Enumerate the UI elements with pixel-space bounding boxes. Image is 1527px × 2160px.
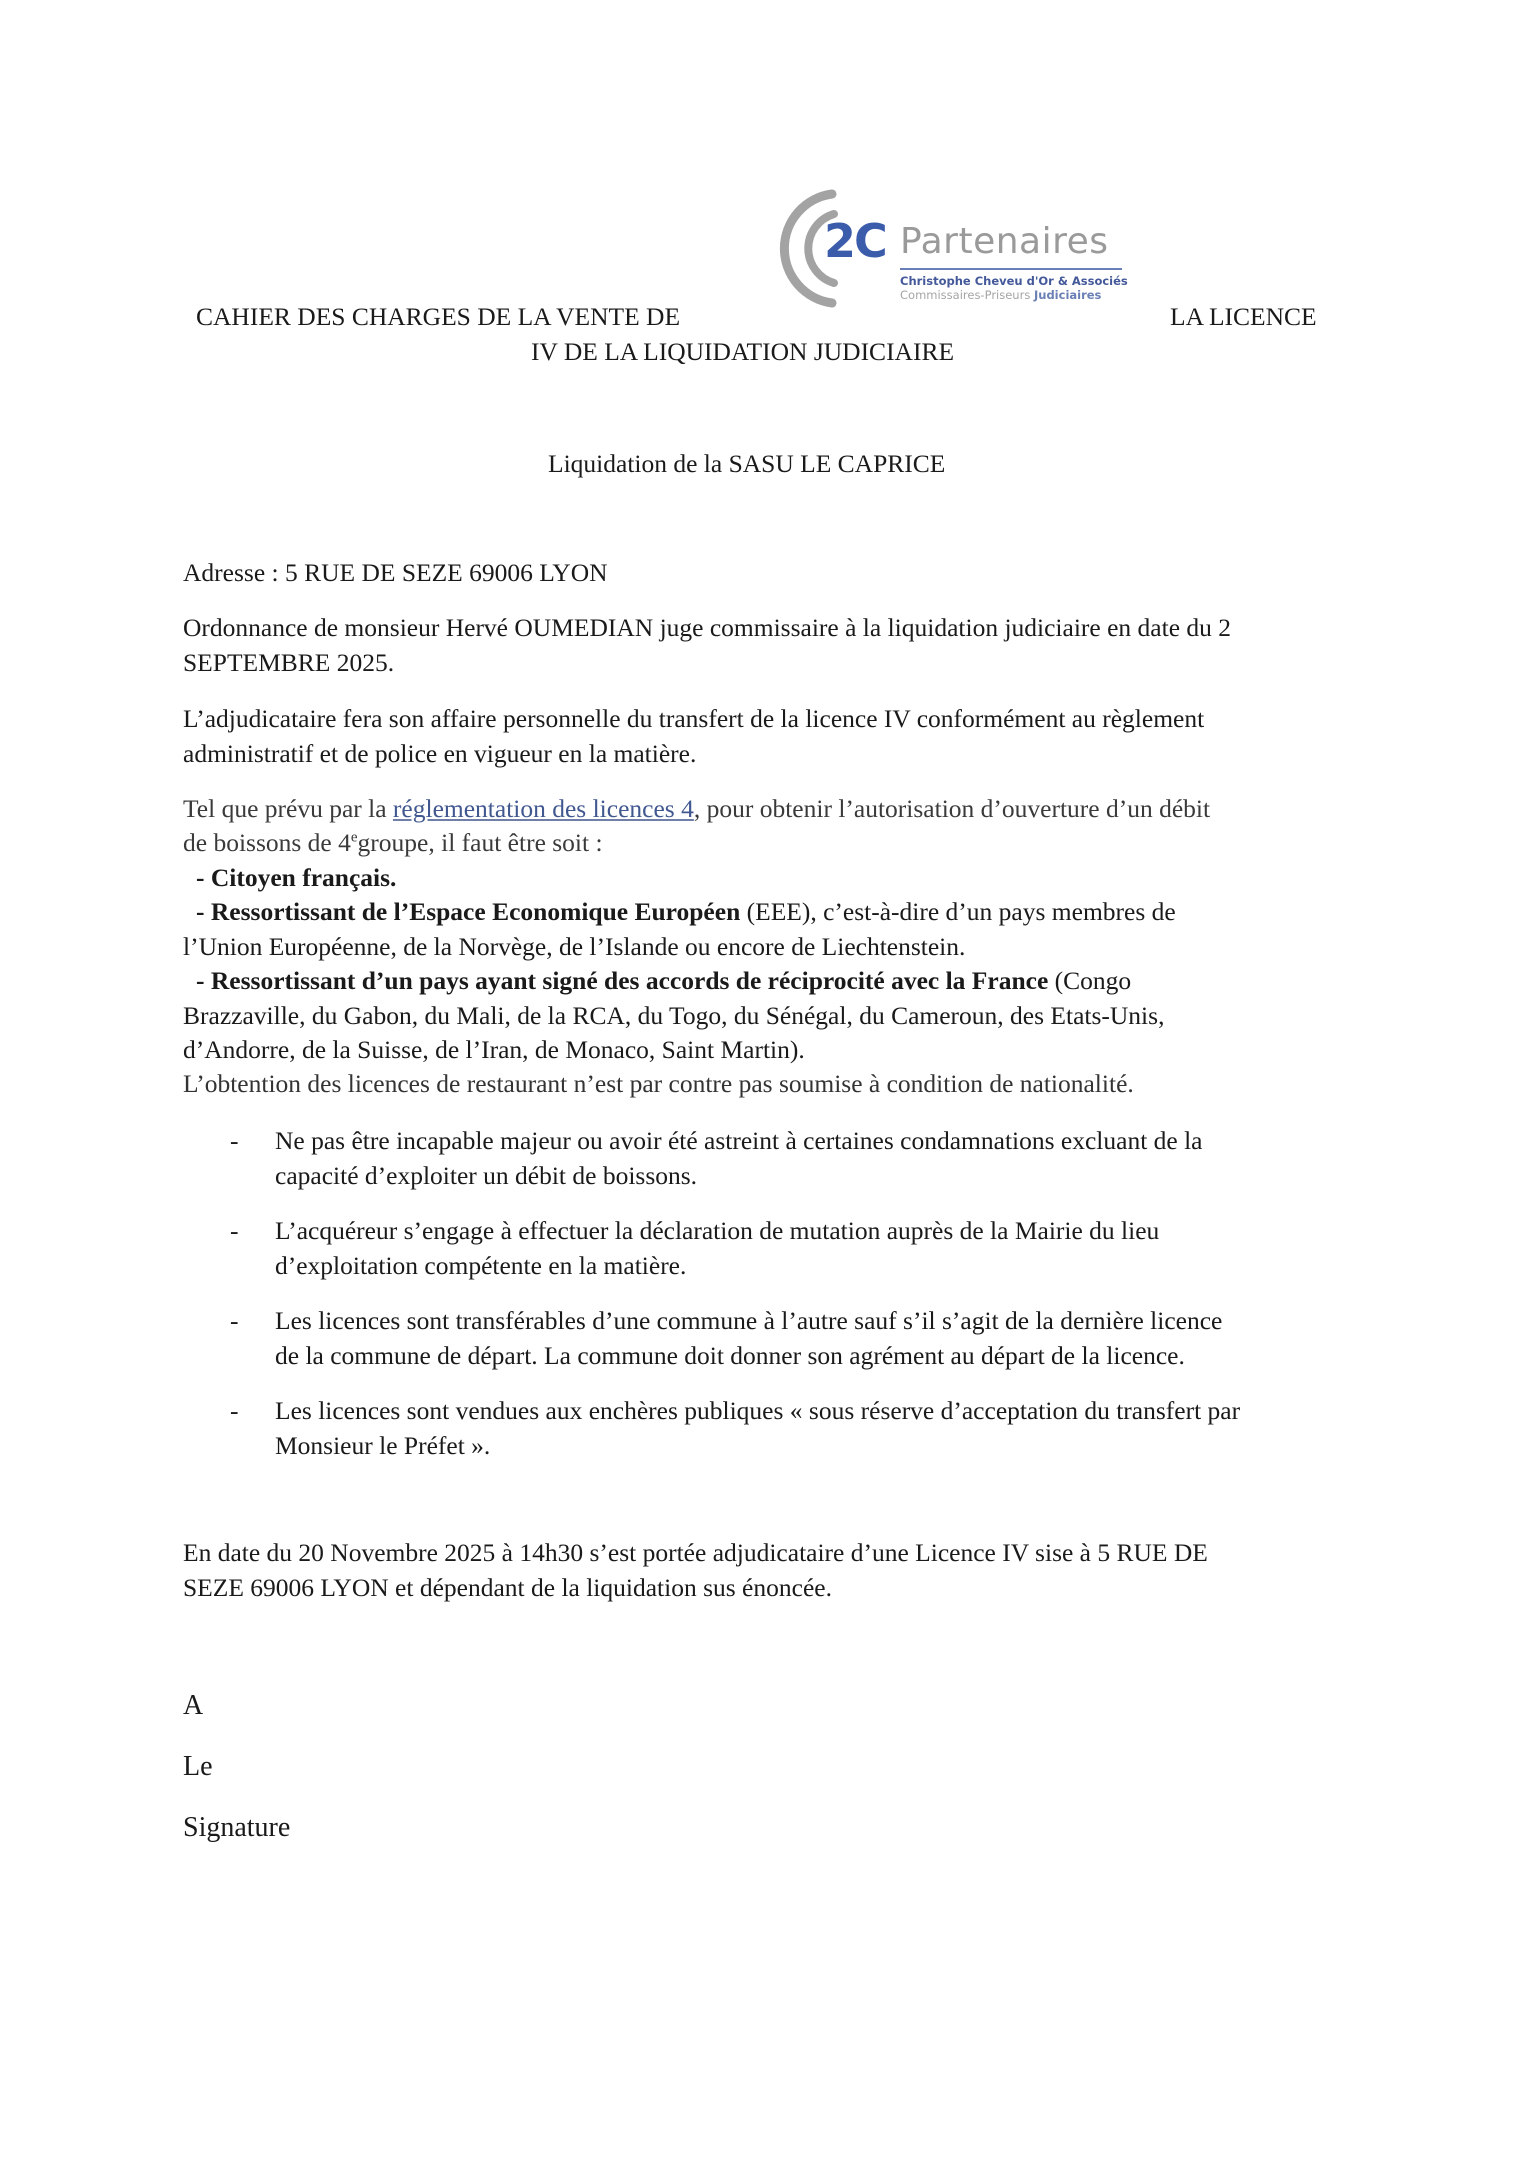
- bullet-line2: d’exploitation compétente en la matière.: [275, 1251, 687, 1280]
- condition-reciprocite-rest: (Congo: [1048, 966, 1132, 995]
- condition-reciprocite-bold: - Ressortissant d’un pays ayant signé des accords de réciprocité avec la France: [196, 966, 1049, 995]
- adjudicataire-line1: L’adjudicataire fera son affaire personnelle du transfert de la licence IV conformément au règlement: [183, 704, 1205, 733]
- bullet-line1: Ne pas être incapable majeur ou avoir été astreint à certaines condamnations excluant de la: [275, 1126, 1203, 1155]
- reglementation-link[interactable]: réglementation des licences 4: [392, 794, 694, 823]
- document-title-left: CAHIER DES CHARGES DE LA VENTE DE: [196, 302, 681, 331]
- closing-line1: En date du 20 Novembre 2025 à 14h30 s’est portée adjudicataire d’une Licence IV sise à 5 RUE DE: [183, 1538, 1208, 1567]
- bullet-dash: -: [230, 1216, 239, 1245]
- closing-line2: SEZE 69006 LYON et dépendant de la liquidation sus énoncée.: [183, 1573, 832, 1602]
- bullet-dash: -: [230, 1306, 239, 1335]
- condition-eee-bold: - Ressortissant de l’Espace Economique Européen: [196, 897, 741, 926]
- reglementation-suffix: , pour obtenir l’autorisation d’ouverture d’un débit: [693, 794, 1211, 823]
- superscript-e: e: [350, 829, 358, 846]
- condition-reciprocite-line2: Brazzaville, du Gabon, du Mali, de la RCA, du Togo, du Sénégal, du Cameroun, des Etats-Unis,: [183, 1001, 1165, 1030]
- bullet-line1: Les licences sont transférables d’une commune à l’autre sauf s’il s’agit de la dernière licence: [275, 1306, 1223, 1335]
- bullet-line1: Les licences sont vendues aux enchères publiques « sous réserve d’acceptation du transfert par: [275, 1396, 1241, 1425]
- signature-place: A: [183, 1690, 204, 1721]
- address: Adresse : 5 RUE DE SEZE 69006 LYON: [183, 558, 608, 587]
- reglementation-prefix: Tel que prévu par la: [183, 794, 393, 823]
- condition-reciprocite-line1: [196, 964, 1131, 998]
- ordonnance-line2: SEPTEMBRE 2025.: [183, 648, 395, 677]
- document-subtitle: Liquidation de la SASU LE CAPRICE: [548, 449, 946, 478]
- document-title-line2: IV DE LA LIQUIDATION JUDICIAIRE: [531, 337, 955, 366]
- logo-subtagline-b: Judiciaires: [1033, 288, 1102, 302]
- signature-date: Le: [183, 1751, 213, 1782]
- reglementation-line1: [183, 792, 1210, 826]
- logo-subtagline: [900, 288, 1101, 302]
- document-title-right: LA LICENCE: [1170, 302, 1317, 331]
- bullet-dash: -: [230, 1126, 239, 1155]
- adjudicataire-line2: administratif et de police en vigueur en la matière.: [183, 739, 697, 768]
- ordonnance-line1: Ordonnance de monsieur Hervé OUMEDIAN juge commissaire à la liquidation judiciaire en date du 2: [183, 613, 1232, 642]
- condition-eee-rest: (EEE), c’est-à-dire d’un pays membres de: [740, 897, 1176, 926]
- reglementation-line2: [183, 826, 603, 860]
- logo-subtagline-a: Commissaires-Priseurs: [900, 288, 1031, 302]
- condition-eee-line2: l’Union Européenne, de la Norvège, de l’Islande ou encore de Liechtenstein.: [183, 932, 966, 961]
- reglementation-line2-b: groupe, il faut être soit :: [357, 828, 603, 857]
- bullet-line1: L’acquéreur s’engage à effectuer la déclaration de mutation auprès de la Mairie du lieu: [275, 1216, 1160, 1245]
- logo-brand-name: Partenaires: [900, 221, 1109, 262]
- bullet-line2: capacité d’exploiter un débit de boissons.: [275, 1161, 698, 1190]
- logo-brand-mark: 2C: [824, 214, 886, 268]
- condition-citoyen: - Citoyen français.: [196, 863, 397, 892]
- logo-tagline: Christophe Cheveu d'Or & Associés: [900, 274, 1128, 288]
- signature-label: Signature: [183, 1812, 291, 1843]
- restaurant-note: L’obtention des licences de restaurant n’est par contre pas soumise à condition de nationalité.: [183, 1069, 1134, 1098]
- condition-reciprocite-line3: d’Andorre, de la Suisse, de l’Iran, de Monaco, Saint Martin).: [183, 1035, 805, 1064]
- company-logo: [772, 186, 1152, 311]
- logo-divider: [900, 268, 1122, 270]
- condition-eee-line1: [196, 895, 1176, 929]
- bullet-line2: Monsieur le Préfet ».: [275, 1431, 491, 1460]
- bullet-line2: de la commune de départ. La commune doit donner son agrément au départ de la licence.: [275, 1341, 1185, 1370]
- reglementation-line2-a: de boissons de 4: [183, 828, 351, 857]
- bullet-dash: -: [230, 1396, 239, 1425]
